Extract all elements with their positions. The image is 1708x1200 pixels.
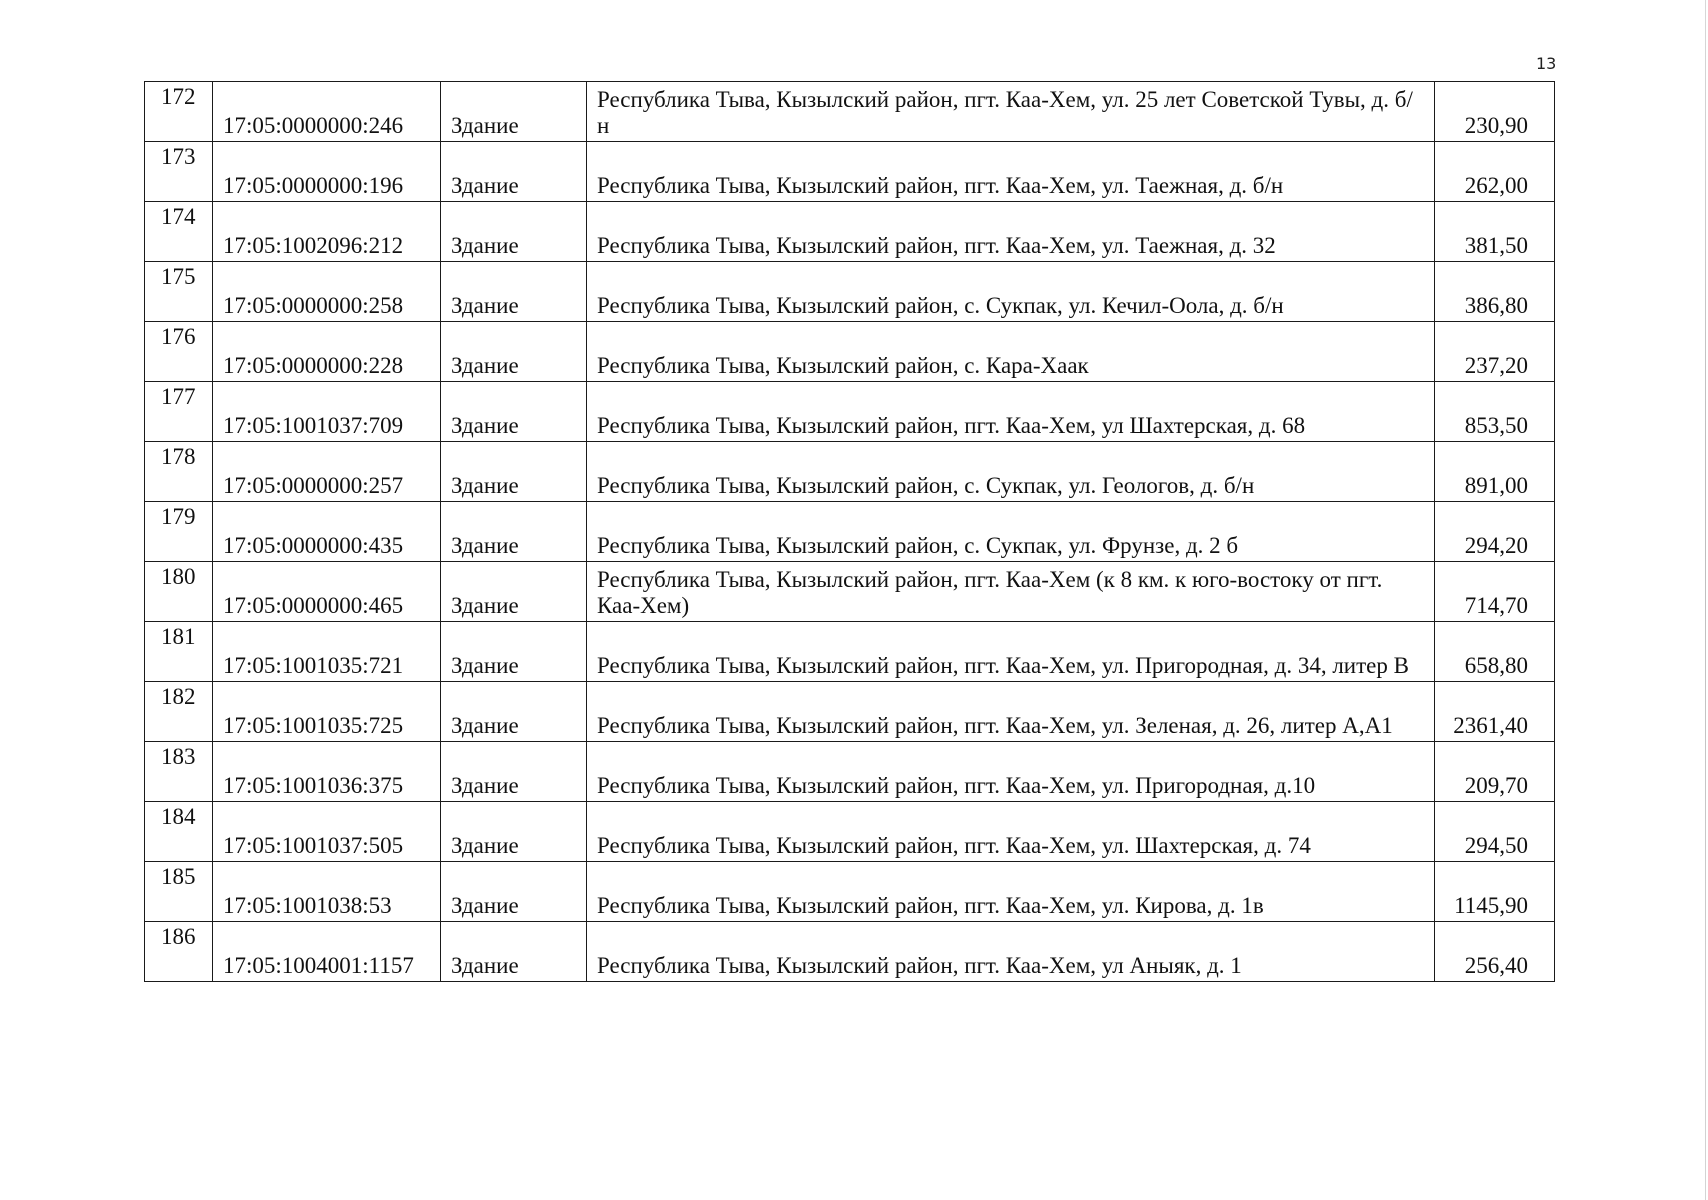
area-cell: 381,50 xyxy=(1435,202,1555,262)
cadastral-number-cell: 17:05:0000000:435 xyxy=(213,502,441,562)
row-number-cell: 180 xyxy=(145,562,213,622)
object-type-cell: Здание xyxy=(441,322,587,382)
cadastral-number-cell: 17:05:1001037:505 xyxy=(213,802,441,862)
object-type-cell: Здание xyxy=(441,922,587,982)
object-type-cell: Здание xyxy=(441,82,587,142)
table-row xyxy=(145,82,1555,142)
address-cell: Республика Тыва, Кызылский район, пгт. Каа-Хем, ул. 25 лет Советской Тувы, д. б/н xyxy=(587,82,1435,142)
object-type-cell: Здание xyxy=(441,682,587,742)
area-cell: 294,50 xyxy=(1435,802,1555,862)
object-type-cell: Здание xyxy=(441,502,587,562)
table-row xyxy=(145,682,1555,742)
row-number-cell: 186 xyxy=(145,922,213,982)
row-number-cell: 172 xyxy=(145,82,213,142)
area-cell: 294,20 xyxy=(1435,502,1555,562)
cadastral-number-cell: 17:05:1004001:1157 xyxy=(213,922,441,982)
row-number-cell: 181 xyxy=(145,622,213,682)
address-cell: Республика Тыва, Кызылский район, пгт. Каа-Хем, ул. Таежная, д. 32 xyxy=(587,202,1435,262)
address-cell: Республика Тыва, Кызылский район, пгт. Каа-Хем, ул Шахтерская, д. 68 xyxy=(587,382,1435,442)
row-number-cell: 178 xyxy=(145,442,213,502)
area-cell: 714,70 xyxy=(1435,562,1555,622)
object-type-cell: Здание xyxy=(441,142,587,202)
row-number-cell: 173 xyxy=(145,142,213,202)
cadastral-number-cell: 17:05:1001035:721 xyxy=(213,622,441,682)
object-type-cell: Здание xyxy=(441,202,587,262)
object-type-cell: Здание xyxy=(441,442,587,502)
address-cell: Республика Тыва, Кызылский район, с. Сукпак, ул. Геологов, д. б/н xyxy=(587,442,1435,502)
row-number-cell: 184 xyxy=(145,802,213,862)
area-cell: 262,00 xyxy=(1435,142,1555,202)
object-type-cell: Здание xyxy=(441,562,587,622)
address-cell: Республика Тыва, Кызылский район, пгт. Каа-Хем, ул. Зеленая, д. 26, литер А,А1 xyxy=(587,682,1435,742)
object-type-cell: Здание xyxy=(441,742,587,802)
row-number-cell: 182 xyxy=(145,682,213,742)
row-number-cell: 174 xyxy=(145,202,213,262)
cadastral-number-cell: 17:05:1001038:53 xyxy=(213,862,441,922)
property-registry-table xyxy=(144,81,1555,982)
object-type-cell: Здание xyxy=(441,262,587,322)
registry-table-body xyxy=(145,82,1555,982)
table-row xyxy=(145,502,1555,562)
row-number-cell: 185 xyxy=(145,862,213,922)
area-cell: 2361,40 xyxy=(1435,682,1555,742)
area-cell: 256,40 xyxy=(1435,922,1555,982)
area-cell: 853,50 xyxy=(1435,382,1555,442)
cadastral-number-cell: 17:05:0000000:246 xyxy=(213,82,441,142)
cadastral-number-cell: 17:05:0000000:465 xyxy=(213,562,441,622)
row-number-cell: 176 xyxy=(145,322,213,382)
table-row xyxy=(145,802,1555,862)
cadastral-number-cell: 17:05:0000000:196 xyxy=(213,142,441,202)
scan-edge-line xyxy=(1705,0,1706,1200)
address-cell: Республика Тыва, Кызылский район, пгт. Каа-Хем, ул. Кирова, д. 1в xyxy=(587,862,1435,922)
table-row xyxy=(145,262,1555,322)
cadastral-number-cell: 17:05:1002096:212 xyxy=(213,202,441,262)
table-row xyxy=(145,442,1555,502)
area-cell: 209,70 xyxy=(1435,742,1555,802)
area-cell: 386,80 xyxy=(1435,262,1555,322)
table-row xyxy=(145,622,1555,682)
cadastral-number-cell: 17:05:0000000:258 xyxy=(213,262,441,322)
address-cell: Республика Тыва, Кызылский район, с. Сукпак, ул. Фрунзе, д. 2 б xyxy=(587,502,1435,562)
area-cell: 230,90 xyxy=(1435,82,1555,142)
table-row xyxy=(145,742,1555,802)
object-type-cell: Здание xyxy=(441,622,587,682)
area-cell: 891,00 xyxy=(1435,442,1555,502)
table-row xyxy=(145,142,1555,202)
table-row xyxy=(145,922,1555,982)
object-type-cell: Здание xyxy=(441,862,587,922)
address-cell: Республика Тыва, Кызылский район, с. Сукпак, ул. Кечил-Оола, д. б/н xyxy=(587,262,1435,322)
address-cell: Республика Тыва, Кызылский район, пгт. Каа-Хем, ул. Пригородная, д.10 xyxy=(587,742,1435,802)
address-cell: Республика Тыва, Кызылский район, пгт. Каа-Хем (к 8 км. к юго-востоку от пгт. Каа-Хем) xyxy=(587,562,1435,622)
address-cell: Республика Тыва, Кызылский район, пгт. Каа-Хем, ул. Пригородная, д. 34, литер В xyxy=(587,622,1435,682)
address-cell: Республика Тыва, Кызылский район, пгт. Каа-Хем, ул. Шахтерская, д. 74 xyxy=(587,802,1435,862)
address-cell: Республика Тыва, Кызылский район, пгт. Каа-Хем, ул Аныяк, д. 1 xyxy=(587,922,1435,982)
table-row xyxy=(145,562,1555,622)
row-number-cell: 177 xyxy=(145,382,213,442)
area-cell: 237,20 xyxy=(1435,322,1555,382)
page-number: 13 xyxy=(1536,54,1557,73)
row-number-cell: 175 xyxy=(145,262,213,322)
cadastral-number-cell: 17:05:0000000:228 xyxy=(213,322,441,382)
cadastral-number-cell: 17:05:1001035:725 xyxy=(213,682,441,742)
table-row xyxy=(145,202,1555,262)
table-row xyxy=(145,382,1555,442)
cadastral-number-cell: 17:05:1001036:375 xyxy=(213,742,441,802)
area-cell: 1145,90 xyxy=(1435,862,1555,922)
table-row xyxy=(145,862,1555,922)
cadastral-number-cell: 17:05:0000000:257 xyxy=(213,442,441,502)
row-number-cell: 183 xyxy=(145,742,213,802)
row-number-cell: 179 xyxy=(145,502,213,562)
area-cell: 658,80 xyxy=(1435,622,1555,682)
address-cell: Республика Тыва, Кызылский район, пгт. Каа-Хем, ул. Таежная, д. б/н xyxy=(587,142,1435,202)
cadastral-number-cell: 17:05:1001037:709 xyxy=(213,382,441,442)
object-type-cell: Здание xyxy=(441,802,587,862)
table-row xyxy=(145,322,1555,382)
object-type-cell: Здание xyxy=(441,382,587,442)
address-cell: Республика Тыва, Кызылский район, с. Кара-Хаак xyxy=(587,322,1435,382)
